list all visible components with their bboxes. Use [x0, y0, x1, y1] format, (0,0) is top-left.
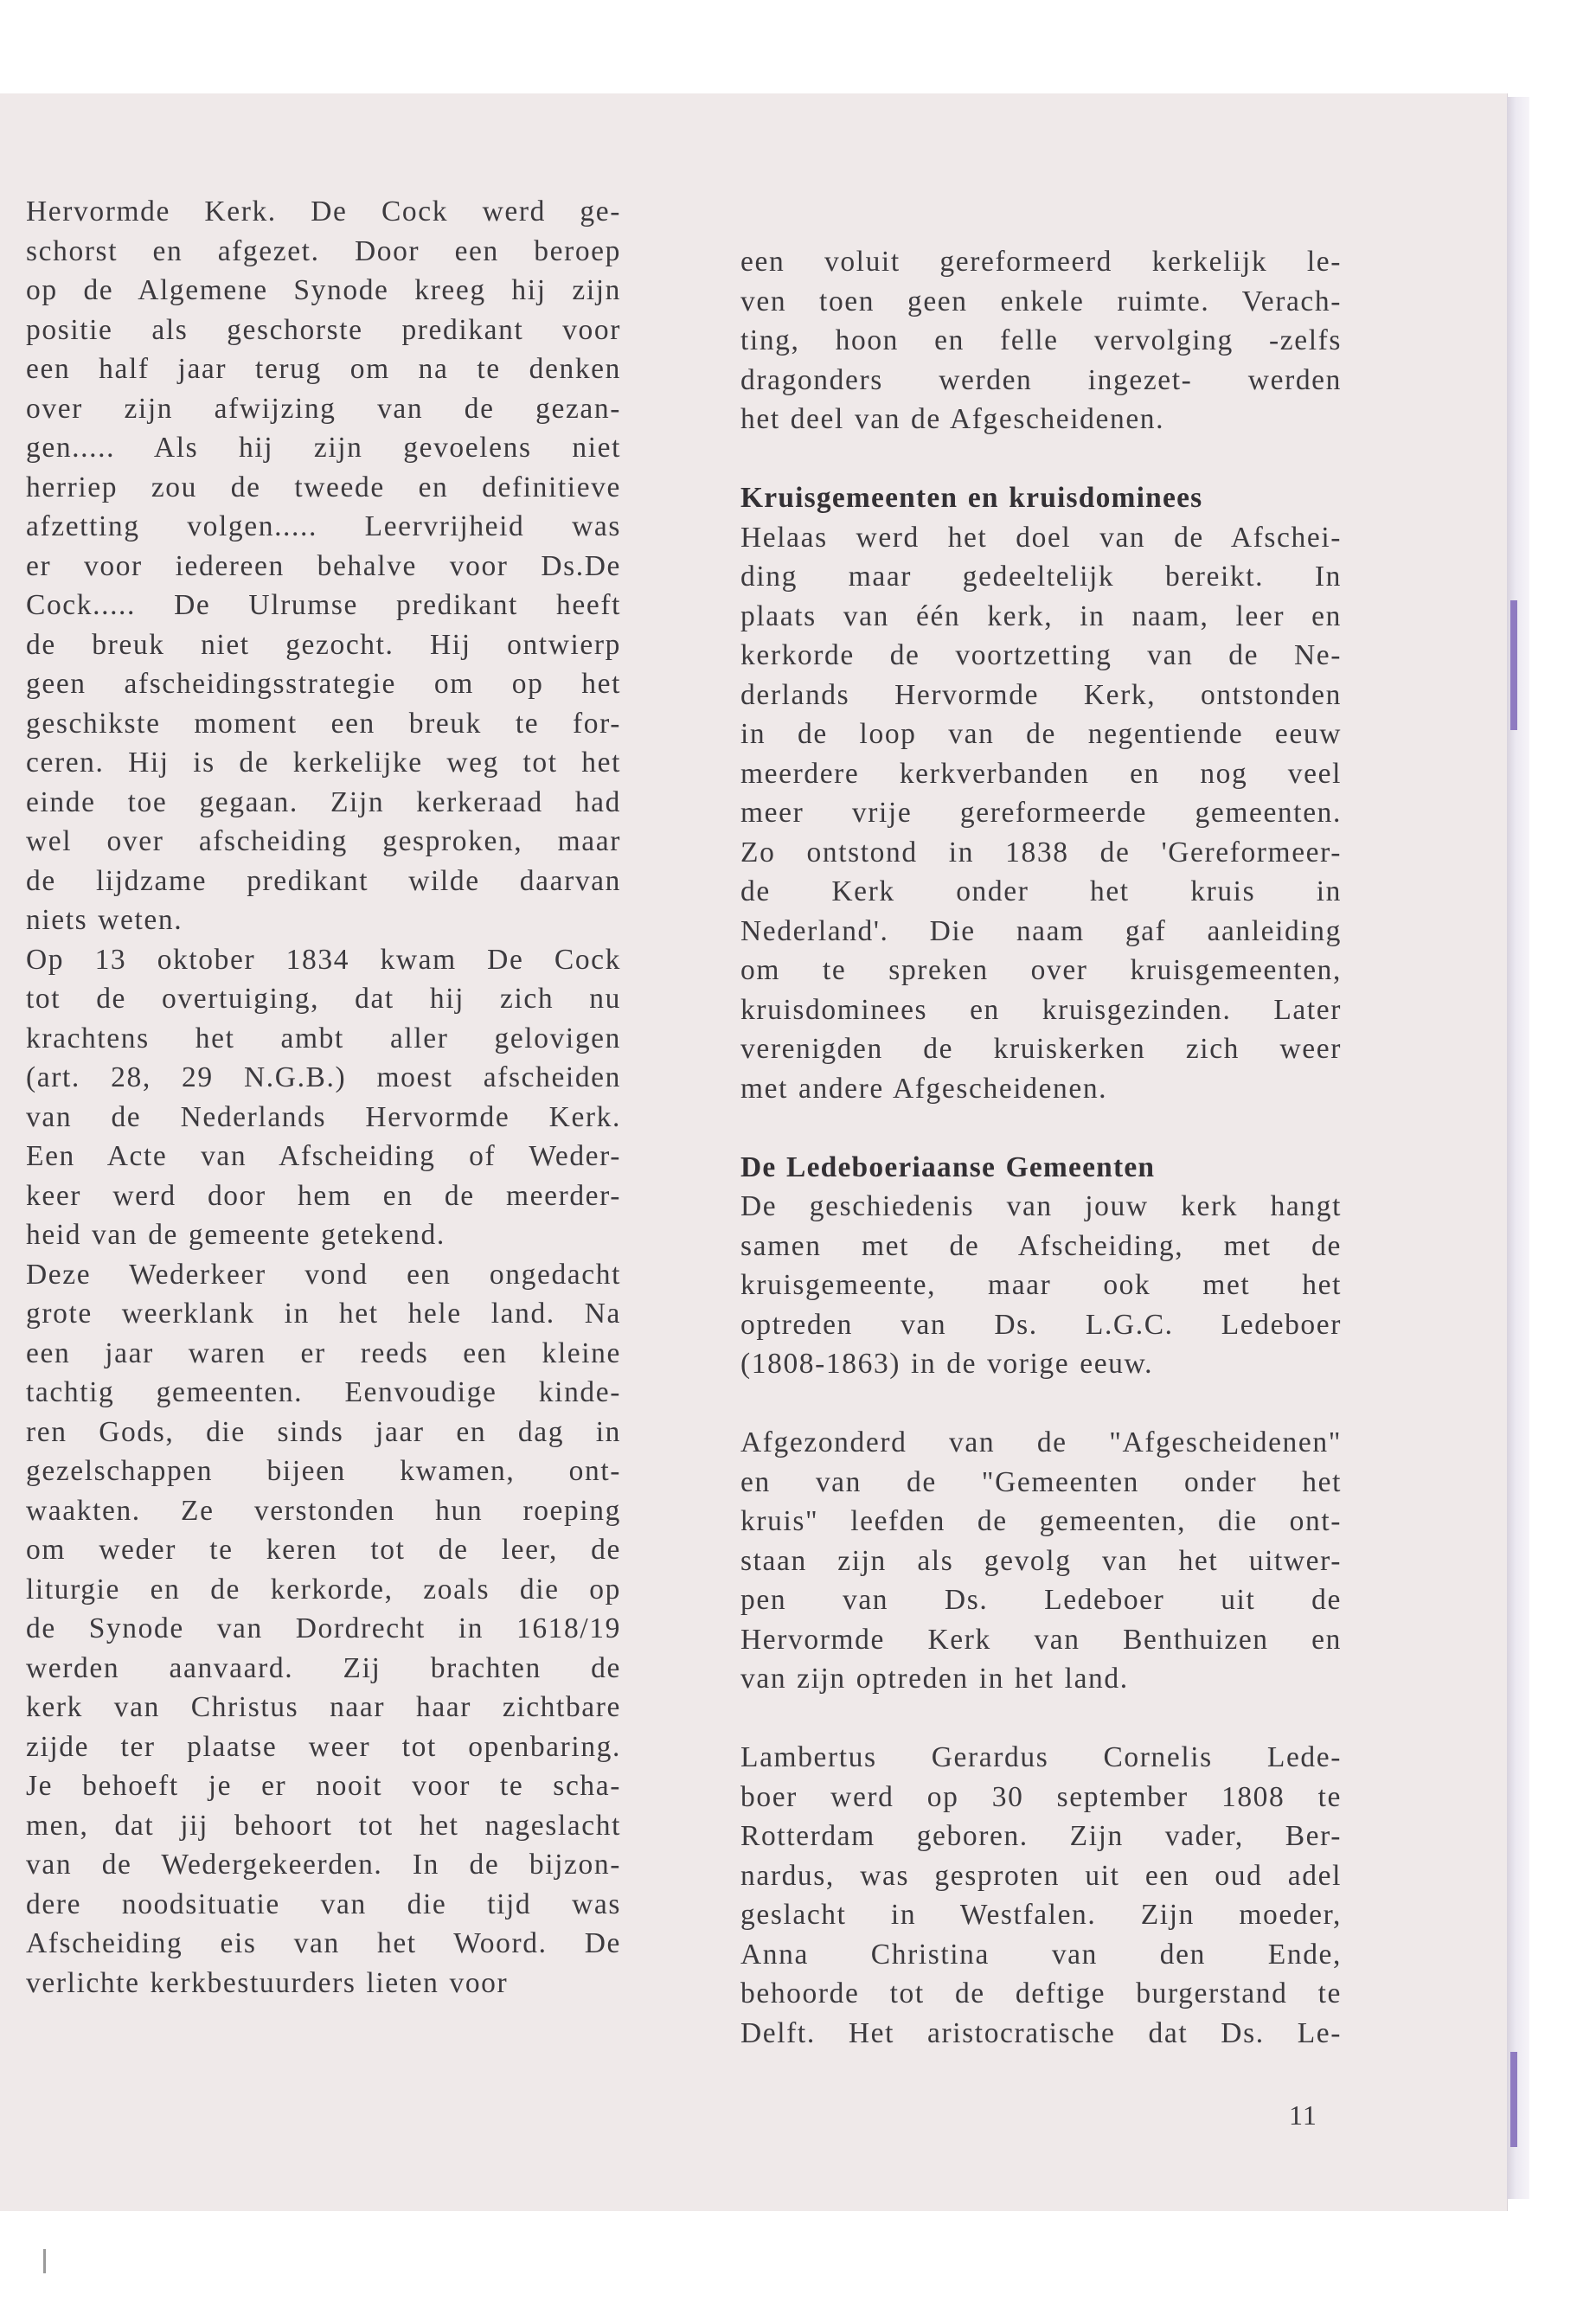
- text-line: dragonders werden ingezet- werden: [740, 363, 1342, 396]
- text-line: meer vrije gereformeerde gemeenten.: [740, 797, 1342, 829]
- text-line: boer werd op 30 september 1808 te: [740, 1780, 1342, 1813]
- intro-paragraph: [740, 242, 1342, 439]
- text-line: een jaar waren er reeds een kleine: [26, 1336, 621, 1369]
- text-line: gen..... Als hij zijn gevoelens niet: [26, 432, 621, 464]
- text-line: schorst en afgezet. Door een beroep: [26, 234, 621, 267]
- text-line: van de Nederlands Hervormde Kerk.: [26, 1100, 621, 1133]
- text-line: ceren. Hij is de kerkelijke weg tot het: [26, 747, 621, 779]
- page-edge: [1507, 97, 1529, 2199]
- text-line: ven toen geen enkele ruimte. Verach-: [740, 285, 1342, 317]
- text-line: niets weten.: [26, 904, 183, 936]
- text-line: de Kerk onder het kruis in: [740, 875, 1342, 907]
- text-line: er voor iedereen behalve voor Ds.De: [26, 549, 621, 582]
- text-line: verenigden de kruiskerken zich weer: [740, 1033, 1342, 1065]
- text-line: de Synode van Dordrecht in 1618/19: [26, 1612, 621, 1644]
- text-line: keer werd door hem en de meerder-: [26, 1179, 621, 1212]
- text-line: liturgie en de kerkorde, zoals die op: [26, 1573, 621, 1606]
- text-line: een voluit gereformeerd kerkelijk le-: [740, 246, 1342, 278]
- text-line: om weder te keren tot de leer, de: [26, 1534, 621, 1566]
- text-line: kerkorde de voortzetting van de Ne-: [740, 639, 1342, 671]
- text-line: Hervormde Kerk. De Cock werd ge-: [26, 195, 621, 228]
- text-line: het deel van de Afgescheidenen.: [740, 403, 1165, 435]
- text-line: Hervormde Kerk van Benthuizen en: [740, 1623, 1342, 1656]
- section-heading-ledeboeriaanse: De Ledeboeriaanse Gemeenten: [740, 1150, 1156, 1183]
- text-line: (1808-1863) in de vorige eeuw.: [740, 1348, 1154, 1380]
- text-line: geslacht in Westfalen. Zijn moeder,: [740, 1899, 1342, 1931]
- text-line: Nederland'. Die naam gaf aanleiding: [740, 914, 1342, 947]
- text-line: geen afscheidingsstrategie om op het: [26, 668, 621, 700]
- paragraph-afgezonderd: [740, 1423, 1342, 1699]
- edge-accent-mark: [1510, 600, 1517, 730]
- text-line: meerdere kerkverbanden en nog veel: [740, 757, 1342, 790]
- edge-accent-mark: [1510, 2052, 1517, 2147]
- text-line: behoorde tot de deftige burgerstand te: [740, 1977, 1342, 2009]
- text-line: Deze Wederkeer vond een ongedacht: [26, 1258, 621, 1291]
- text-line: van zijn optreden in het land.: [740, 1663, 1129, 1695]
- text-line: zijde ter plaatse weer tot openbaring.: [26, 1730, 621, 1763]
- left-column: [26, 192, 621, 2003]
- right-column: [740, 242, 1342, 2053]
- text-line: Afscheiding eis van het Woord. De: [26, 1927, 621, 1959]
- text-line: krachtens het ambt aller gelovigen: [26, 1022, 621, 1054]
- text-line: einde toe gegaan. Zijn kerkeraad had: [26, 785, 621, 818]
- text-line: Lambertus Gerardus Cornelis Lede-: [740, 1741, 1342, 1773]
- text-line: optreden van Ds. L.G.C. Ledeboer: [740, 1308, 1342, 1341]
- text-line: grote weerklank in het hele land. Na: [26, 1298, 621, 1330]
- text-line: waakten. Ze verstonden hun roeping: [26, 1494, 621, 1527]
- text-line: herriep zou de tweede en definitieve: [26, 471, 621, 503]
- text-line: dere noodsituatie van die tijd was: [26, 1888, 621, 1920]
- scan-speck: [43, 2249, 46, 2273]
- text-line: staan zijn als gevolg van het uitwer-: [740, 1544, 1342, 1577]
- text-line: op de Algemene Synode kreeg hij zijn: [26, 274, 621, 306]
- text-line: samen met de Afscheiding, met de: [740, 1229, 1342, 1262]
- text-line: van de Wedergekeerden. In de bijzon-: [26, 1849, 621, 1881]
- text-line: pen van Ds. Ledeboer uit de: [740, 1584, 1342, 1616]
- text-line: nardus, was gesproten uit een oud adel: [740, 1859, 1342, 1892]
- text-line: plaats van één kerk, in naam, leer en: [740, 599, 1342, 632]
- text-line: verlichte kerkbestuurders lieten voor: [26, 1966, 509, 1999]
- text-line: (art. 28, 29 N.G.B.) moest afscheiden: [26, 1061, 621, 1093]
- text-line: Je behoeft je er nooit voor te scha-: [26, 1770, 621, 1802]
- text-line: wel over afscheiding gesproken, maar: [26, 825, 621, 857]
- text-line: Zo ontstond in 1838 de 'Gereformeer-: [740, 836, 1342, 868]
- text-line: ting, hoon en felle vervolging -zelfs: [740, 324, 1342, 356]
- text-line: over zijn afwijzing van de gezan-: [26, 392, 621, 425]
- paragraph-kruisgemeenten: [740, 518, 1342, 1109]
- text-line: met andere Afgescheidenen.: [740, 1072, 1108, 1105]
- text-line: een half jaar terug om na te denken: [26, 353, 621, 385]
- text-line: ren Gods, die sinds jaar en dag in: [26, 1415, 621, 1448]
- text-line: tachtig gemeenten. Eenvoudige kinde-: [26, 1376, 621, 1408]
- text-line: werden aanvaard. Zij brachten de: [26, 1651, 621, 1684]
- text-line: De geschiedenis van jouw kerk hangt: [740, 1190, 1342, 1222]
- text-line: geschikste moment een breuk te for-: [26, 707, 621, 740]
- paragraph-ledeboeriaanse: [740, 1187, 1342, 1384]
- text-line: kruisgemeente, maar ook met het: [740, 1269, 1342, 1301]
- text-line: Rotterdam geboren. Zijn vader, Ber-: [740, 1820, 1342, 1852]
- text-line: Op 13 oktober 1834 kwam De Cock: [26, 943, 621, 976]
- text-line: men, dat jij behoort tot het nageslacht: [26, 1809, 621, 1842]
- text-line: Een Acte van Afscheiding of Weder-: [26, 1140, 621, 1172]
- text-line: ding maar gedeeltelijk bereikt. In: [740, 561, 1342, 593]
- text-line: heid van de gemeente getekend.: [26, 1219, 445, 1251]
- text-line: Anna Christina van den Ende,: [740, 1938, 1342, 1971]
- text-line: positie als geschorste predikant voor: [26, 313, 621, 346]
- text-line: de lijdzame predikant wilde daarvan: [26, 864, 621, 897]
- text-line: derlands Hervormde Kerk, ontstonden: [740, 678, 1342, 711]
- text-line: gezelschappen bijeen kwamen, ont-: [26, 1455, 621, 1487]
- text-line: Afgezonderd van de "Afgescheidenen": [740, 1426, 1342, 1458]
- text-line: kruisdominees en kruisgezinden. Later: [740, 993, 1342, 1026]
- text-line: kruis" leefden de gemeenten, die ont-: [740, 1505, 1342, 1537]
- text-line: om te spreken over kruisgemeenten,: [740, 954, 1342, 986]
- section-heading-kruisgemeenten: Kruisgemeenten en kruisdominees: [740, 482, 1203, 514]
- text-line: tot de overtuiging, dat hij zich nu: [26, 983, 621, 1015]
- paragraph-lambertus: [740, 1738, 1342, 2053]
- text-line: Cock..... De Ulrumse predikant heeft: [26, 589, 621, 621]
- page-number: 11: [1289, 2099, 1317, 2131]
- text-line: Helaas werd het doel van de Afschei-: [740, 521, 1342, 554]
- text-line: kerk van Christus naar haar zichtbare: [26, 1691, 621, 1723]
- text-line: Delft. Het aristocratische dat Ds. Le-: [740, 2016, 1342, 2049]
- text-line: de breuk niet gezocht. Hij ontwierp: [26, 628, 621, 661]
- text-line: in de loop van de negentiende eeuw: [740, 718, 1342, 750]
- text-line: en van de "Gemeenten onder het: [740, 1465, 1342, 1498]
- text-line: afzetting volgen..... Leervrijheid was: [26, 510, 621, 542]
